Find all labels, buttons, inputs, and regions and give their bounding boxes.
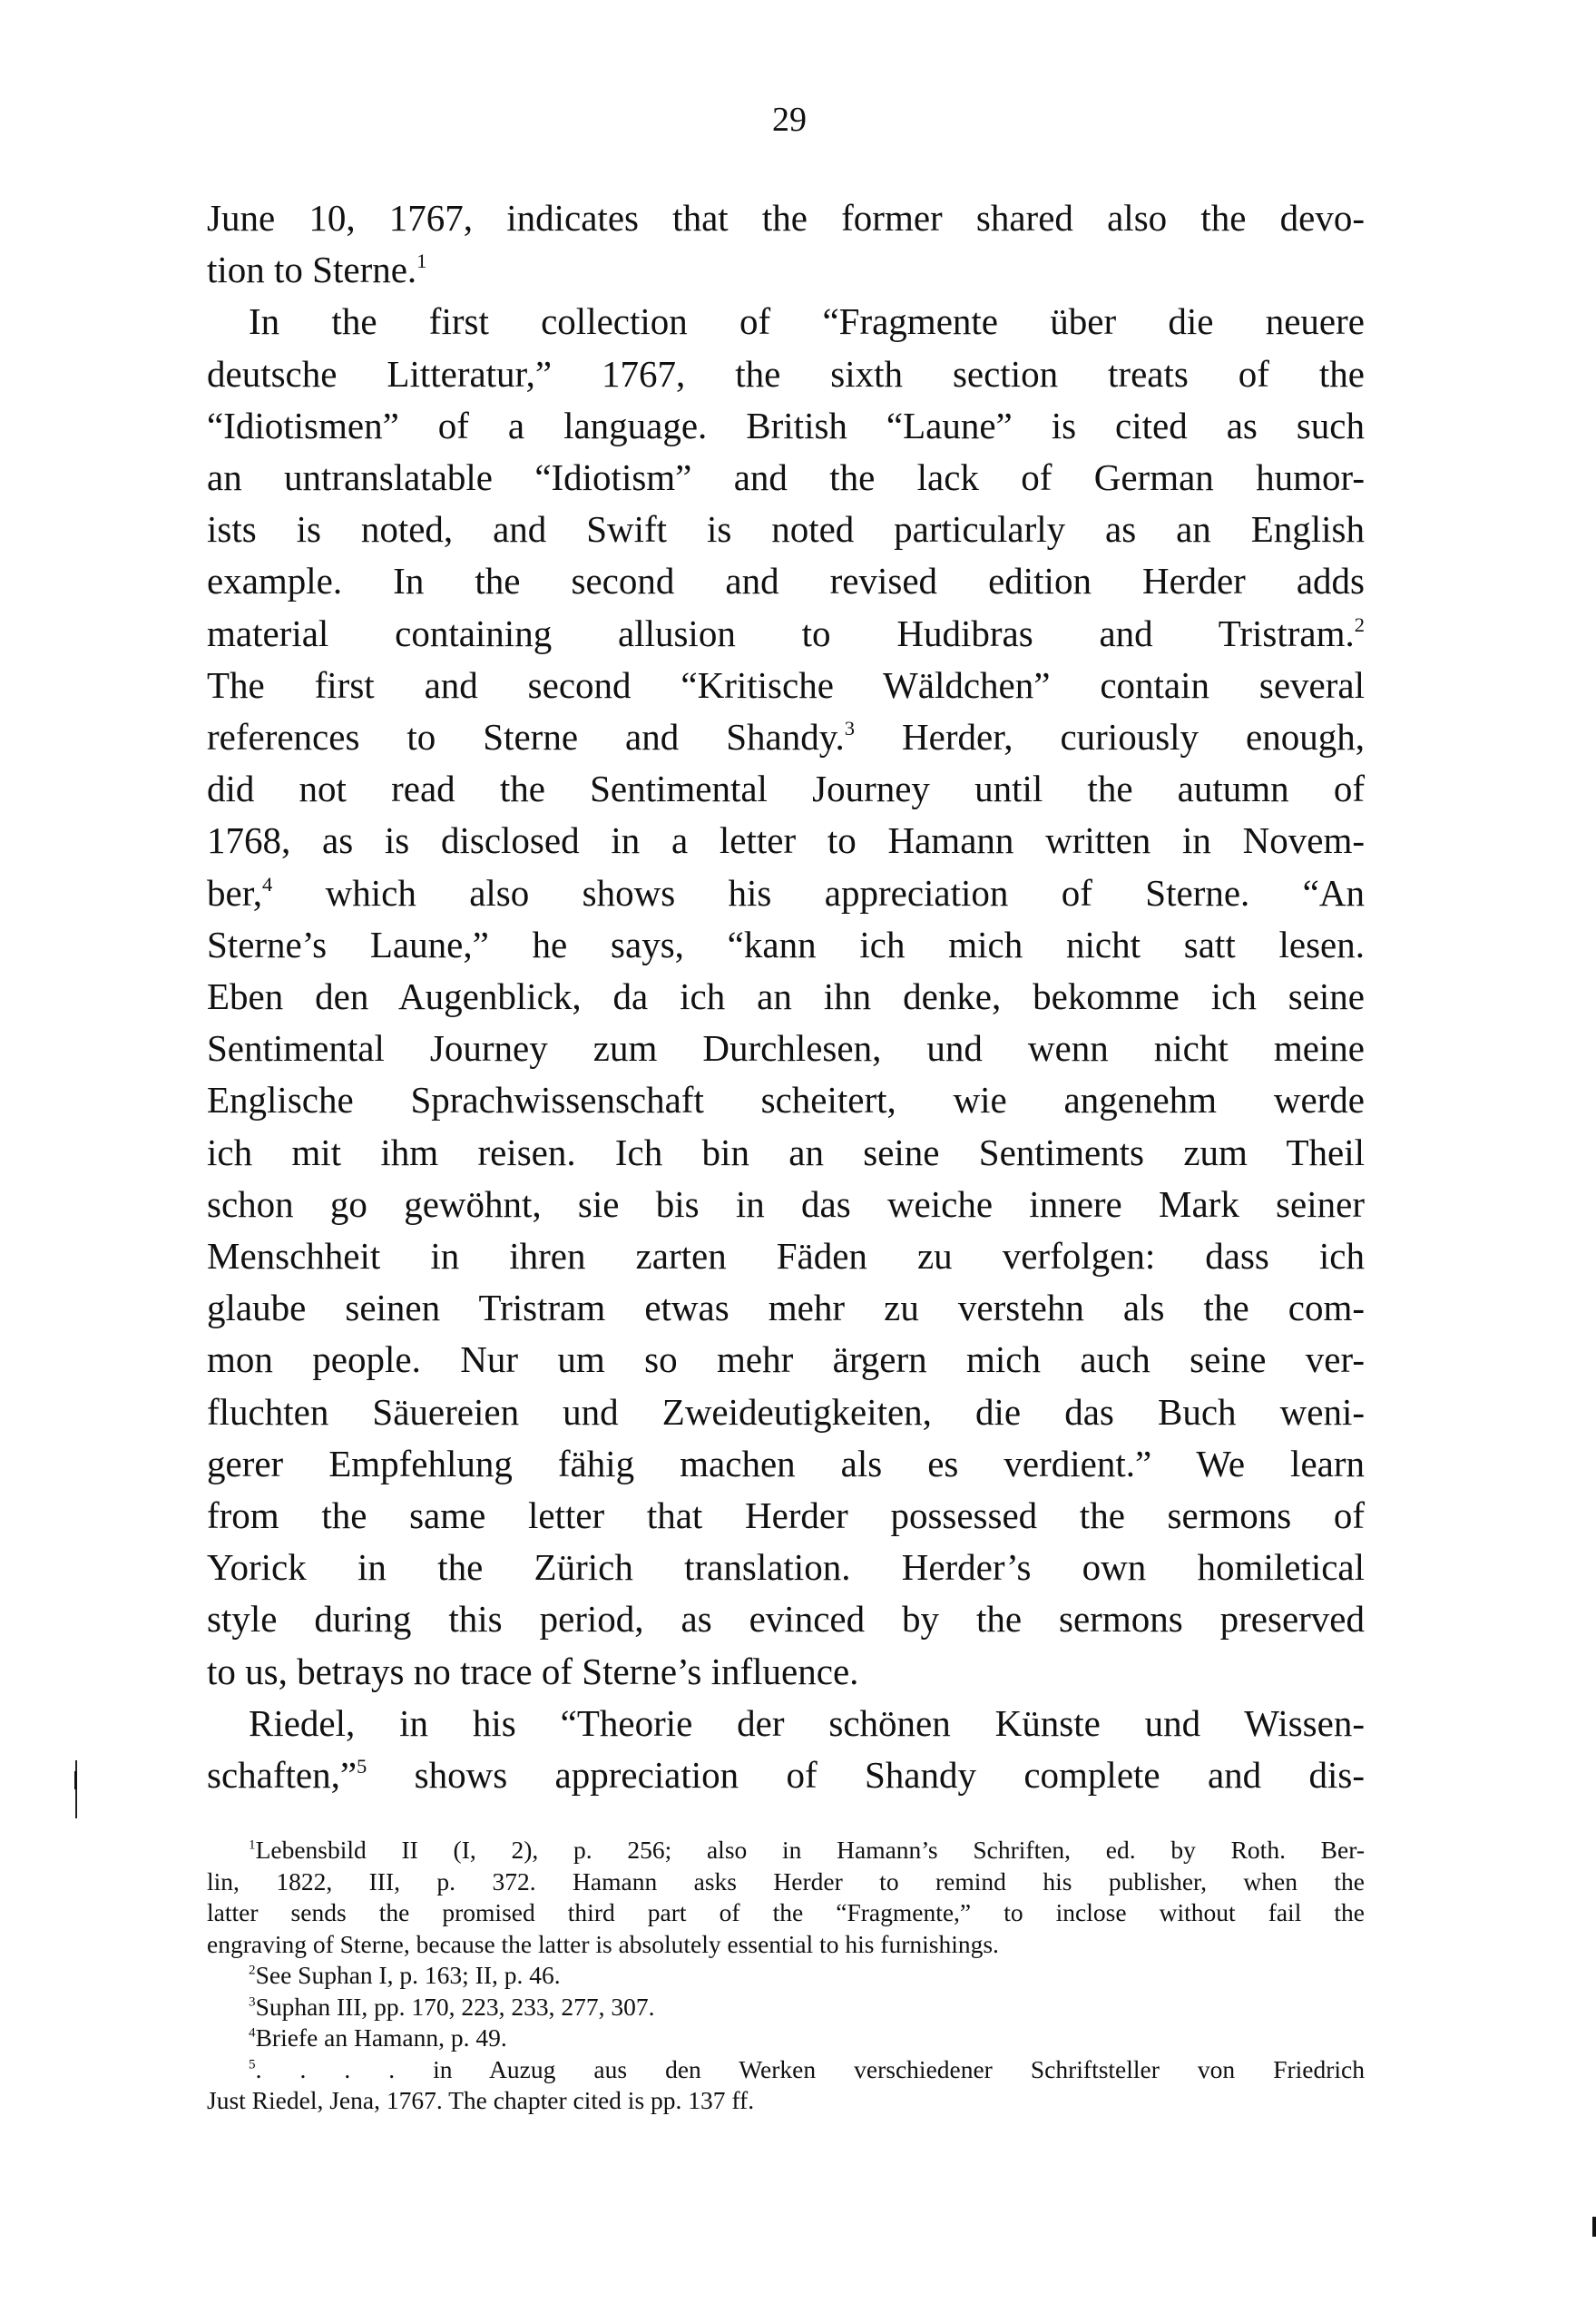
footnote-marker: 4 xyxy=(249,2025,256,2041)
text-line: gerer Empfehlung fähig machen als es verdient.” We learn xyxy=(207,1442,1365,1484)
paragraph-2 xyxy=(207,296,1365,1697)
text-line: ber,$^4$ which also shows his appreciation of Sterne. “An xyxy=(207,871,1365,914)
text-line: from the same letter that Herder possessed the sermons of xyxy=(207,1494,1365,1537)
footnote-line: lin, 1822, III, p. 372. Hamann asks Herder to remind his publisher, when the xyxy=(207,1866,1365,1896)
footnote-line: $^2$See Suphan I, p. 163; II, p. 46. xyxy=(249,1961,561,1989)
footnote-marker: 3 xyxy=(249,1994,256,2009)
text-line: glaube seinen Tristram etwas mehr zu verstehn als the com- xyxy=(207,1287,1365,1329)
text-line: Sentimental Journey zum Durchlesen, und wenn nicht meine xyxy=(207,1027,1365,1070)
footnote-ref-5[interactable]: 5 xyxy=(357,1755,367,1778)
text-line: In the first collection of “Fragmente über die neuere xyxy=(249,300,1365,343)
margin-mark-right xyxy=(1592,2217,1596,2237)
page-number: 29 xyxy=(772,101,807,139)
footnote-line: engraving of Sterne, because the latter is absolutely essential to his furnishings. xyxy=(207,1929,999,1958)
footnote-line: $^5$. . . . in Auzug aus den Werken verschiedener Schriftsteller von Friedrich xyxy=(249,2054,1365,2083)
text-line: The first and second “Kritische Wäldchen” contain several xyxy=(207,663,1365,706)
text-line: Riedel, in his “Theorie der schönen Künste und Wissen- xyxy=(249,1701,1365,1744)
footnote-ref-2[interactable]: 2 xyxy=(1354,612,1365,636)
footnote-line: latter sends the promised third part of the “Fragmente,” to inclose without fail the xyxy=(207,1898,1365,1926)
text-line: tion to Sterne.$^1$ xyxy=(207,249,427,291)
footnote-ref-1[interactable]: 1 xyxy=(416,250,427,273)
text-line: Menschheit in ihren zarten Fäden zu verfolgen: dass ich xyxy=(207,1235,1365,1278)
footnote-ref-3[interactable]: 3 xyxy=(844,717,856,740)
footnote-line: Just Riedel, Jena, 1767. The chapter cited is pp. 137 ff. xyxy=(207,2086,755,2114)
text-line: mon people. Nur um so mehr ärgern mich auch seine ver- xyxy=(207,1338,1365,1381)
text-line: Yorick in the Zürich translation. Herder’s own homiletical xyxy=(207,1546,1365,1589)
text-line: ich mit ihm reisen. Ich bin an seine Sentiments zum Theil xyxy=(207,1131,1365,1173)
paragraph-3 xyxy=(207,1698,1365,1801)
text-line: ists is noted, and Swift is noted particularly as an English xyxy=(207,508,1365,551)
footnote-line: $^4$Briefe an Hamann, p. 49. xyxy=(249,2023,507,2052)
text-line: an untranslatable “Idiotism” and the lack of German humor- xyxy=(207,456,1365,499)
text-line: deutsche Litteratur,” 1767, the sixth section treats of the xyxy=(207,352,1365,395)
footnote-4 xyxy=(207,2023,1365,2054)
footnote-marker: 5 xyxy=(249,2056,256,2072)
text-line: schaften,”$^5$ shows appreciation of Shandy complete and dis- xyxy=(207,1754,1365,1797)
footnote-line: $^1$Lebensbild II (I, 2), p. 256; also in Hamann’s Schriften, ed. by Roth. Ber- xyxy=(249,1836,1365,1864)
footnote-1 xyxy=(207,1835,1365,1960)
footnote-line: $^3$Suphan III, pp. 170, 223, 233, 277, 307. xyxy=(249,1992,655,2021)
paragraph-1 xyxy=(207,192,1365,296)
footnotes xyxy=(207,1835,1365,2117)
text-line: Eben den Augenblick, da ich an ihn denke, bekomme ich seine xyxy=(207,975,1365,1018)
text-line: references to Sterne and Shandy.$^3$ Herder, curiously enough, xyxy=(207,716,1365,759)
footnote-ref-4[interactable]: 4 xyxy=(261,872,273,896)
margin-mark-left xyxy=(75,1760,77,1818)
text-line: June 10, 1767, indicates that the former shared also the devo- xyxy=(207,197,1365,239)
footnote-3 xyxy=(207,1992,1365,2023)
text-line: example. In the second and revised edition Herder adds xyxy=(207,560,1365,602)
body-text xyxy=(207,192,1365,1801)
text-line: schon go gewöhnt, sie bis in das weiche innere Mark seiner xyxy=(207,1182,1365,1225)
footnote-marker: 2 xyxy=(249,1963,256,1978)
footnote-marker: 1 xyxy=(249,1837,256,1853)
text-line: did not read the Sentimental Journey until the autumn of xyxy=(207,768,1365,810)
text-line: to us, betrays no trace of Sterne’s influence. xyxy=(207,1650,859,1692)
footnote-2 xyxy=(207,1960,1365,1992)
text-line: Sterne’s Laune,” he says, “kann ich mich nicht satt lesen. xyxy=(207,923,1365,965)
text-line: style during this period, as evinced by the sermons preserved xyxy=(207,1598,1365,1641)
text-line: material containing allusion to Hudibras and Tristram.$^2$ xyxy=(207,612,1365,654)
footnote-5 xyxy=(207,2054,1365,2117)
text-line: “Idiotismen” of a language. British “Laune” is cited as such xyxy=(207,404,1365,446)
text-line: fluchten Säuereien und Zweideutigkeiten, die das Buch weni- xyxy=(207,1390,1365,1433)
text-line: Englische Sprachwissenschaft scheitert, wie angenehm werde xyxy=(207,1079,1365,1122)
text-line: 1768, as is disclosed in a letter to Hamann written in Novem- xyxy=(207,819,1365,862)
